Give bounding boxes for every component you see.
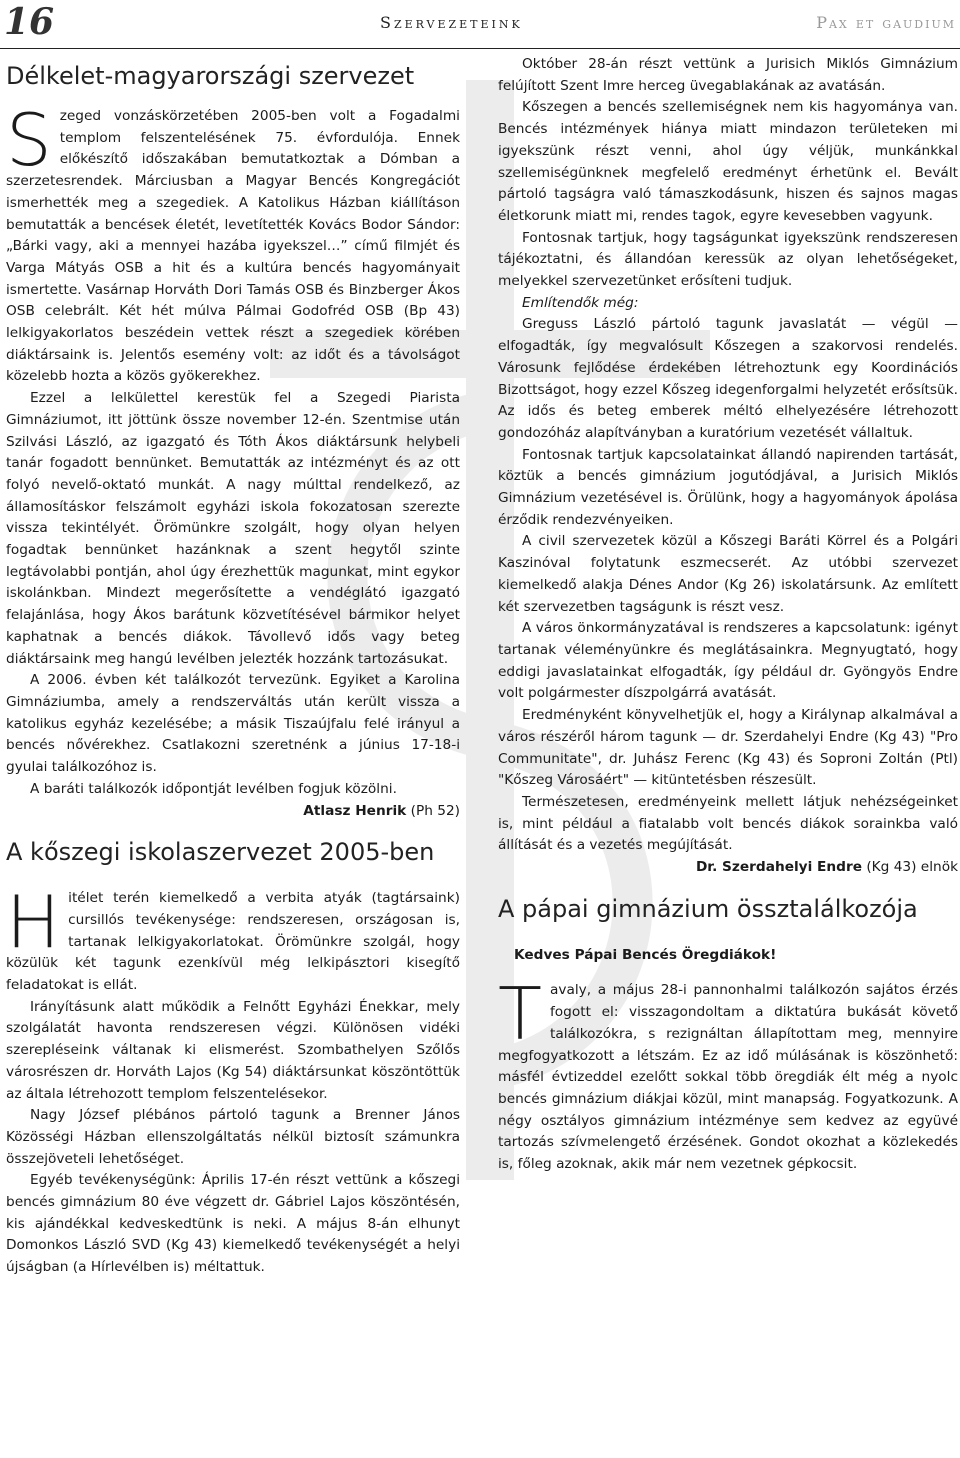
paragraph: Említendők még: bbox=[522, 294, 639, 311]
paragraph: Fontosnak tartjuk, hogy tagságunkat igyekszünk rendszeresen tájékoztatni, és állandóan keressük az olyan lehetőségeket, melyekkel szervezetünket erősíteni tudjuk. bbox=[498, 229, 958, 290]
article-title-koszeg: A kőszegi iskolaszervezet 2005-ben bbox=[6, 838, 435, 867]
article-title-papa: A pápai gimnázium össztalálkozója bbox=[498, 894, 918, 923]
paragraph: A civil szervezetek közül a Kőszegi Baráti Körrel és a Polgári Kaszinóval folytatunk eszmecserét. Az utóbbi szervezet kiemelkedő alakja Dénes Andor (Kg 26) iskolatársunk. Az említett két szervezetben tagságunk is részt vesz. bbox=[498, 533, 958, 615]
paragraph: Egyéb tevékenységünk: Április 17-én részt vettünk a kőszegi bencés gimnázium 80 éve végzett dr. Gábriel Lajos köszöntésén, kis ajándékkal kedveskedtünk is neki. A május 8-án elhunyt Domonkos László SVD (Kg 43) kiemelkedő tevékenységét a helyi újságban (a Hírlevélben is) méltattuk. bbox=[6, 1172, 460, 1276]
author-name: Atlasz Henrik bbox=[303, 802, 407, 819]
author-name: Dr. Szerdahelyi Endre bbox=[695, 859, 862, 876]
paragraph: Greguss László pártoló tagunk javaslatát — végül — elfogadták, így megvalósult Kőszegen a szakorvosi rendelés. Városunk fejlődése érdekében létrehoztunk egy Koordinációs Bizottságot, hogy ezzel Kőszeg idegenforgalmi helyzetét erősítsük. Az idős és beteg emberek méltó elhelyezésére létrehozott gondozóház alapítványban a kuratórium vezetését vállaltuk. bbox=[498, 316, 958, 441]
paragraph: Tavaly, a május 28-i pannonhalmi találkozón sajátos érzés fogott el: visszagondoltam a diktatúra bukását követő találkozókra, s rezignáltan állapítottam meg, mennyire megfogyatkozott a létszám. Ez az idő múlásának is köszönhető: másfél évtizeddel ezelőtt sokkal több öregdiák élt még a nyolc bencés gimnázium diákjai közül, mint manapság. Fogyatkozunk. A négy osztályos gimnázium intézménye sem kedvez az együvé tartozás szívmelengető érzésének. Gondot okozhat a közlekedés is, főleg azoknak, akik már nem vezetnek gépkocsit. bbox=[498, 972, 958, 1173]
left-column bbox=[6, 54, 460, 1279]
paragraph: Szeged vonzáskörzetében 2005-ben volt a Fogadalmi templom felszentelésének 75. évfordulója. Ennek előkészítő időszakában bemutatkoztak a Dómban a szerzetesrendek. Márciusban a Magyar Bencés Kongregációt ismerhették meg a szegediek. A Katolikus Házban kiállításon bemutatták a bencések életét, levetítették Kovács Bodor Sándor: „Bárki vagy, aki a mennyei hazába igyekszel…” című filmjét és Varga Mátyás OSB a hit és a kultúra bencés hagyományait ismertette. Vasárnap Horváth Dori Tamás OSB és Binzberger Ákos OSB celebrált. Két hét múlva Pálmai Godofréd OSB (Bp 43) lelkigyakorlatos beszédein vettek részt a szegediek körében diáktársaink is. Jelentős esemény volt: az időt és a távolságot közelebb hozta a közös gyökerekhez. bbox=[6, 98, 460, 385]
author-suffix: (Kg 43) elnök bbox=[861, 859, 958, 876]
paragraph: Természetesen, eredményeink mellett látjuk nehézségeinket is, mint például a fiatalabb volt bencés diákok sorainkba való állítását és a vezetés megújítását. bbox=[498, 793, 958, 854]
author-suffix: (Ph 52) bbox=[406, 802, 460, 819]
section-title: Szervezeteink bbox=[380, 13, 523, 32]
paragraph: Fontosnak tartjuk kapcsolatainkat állandó napirenden tartását, köztük a bencés gimnázium jogutódjával, a Jurisich Miklós Gimnázium vezetésével is. Örülünk, hogy a hagyományok ápolása érződik rendezvényeiken. bbox=[498, 446, 958, 528]
magazine-title: Pax et gaudium bbox=[816, 13, 956, 32]
page-number: 16 bbox=[4, 1, 55, 43]
paragraph: A város önkormányzatával is rendszeres a kapcsolatunk: igényt tartanak véleményünkre és meglátásainkra. Megnyugtató, hogy eddigi javaslatainkat elfogadták, így például dr. Gyöngyös Endre volt polgármester díszpolgárrá avatását. bbox=[498, 620, 958, 702]
author-signature bbox=[498, 857, 958, 879]
greeting: Kedves Pápai Bencés Öregdiákok! bbox=[514, 946, 777, 963]
article-title-szeged: Délkelet-magyarországi szervezet bbox=[6, 62, 415, 90]
paragraph: A baráti találkozók időpontját levélben fogjuk közölni. bbox=[30, 780, 397, 797]
paragraph: Hitélet terén kiemelkedő a verbita atyák (tagtársaink) cursillós tevékenysége: rendszeresen, országosan is, tartanak lelkigyakorlatokat. Örömünkre szolgál, hogy közülük két tagunk ezenkívül még lelkipásztori kisegítő feladatokat is ellát. bbox=[6, 880, 460, 994]
paragraph: Nagy József plébános pártoló tagunk a Brenner János Közösségi Házban ellenszolgáltatás nélkül biztosít számunkra összejöveteli lehetőséget. bbox=[6, 1107, 460, 1167]
page-header bbox=[0, 0, 960, 49]
paragraph: Kőszegen a bencés szellemiségnek nem kis hagyománya van. Bencés intézmények hiánya miatt mindazon területeken mi igyekszünk részt venni, ahol úgy véljük, munkánkkal szellemiségünknek megfelelő eredményt érhetünk el. Bevált pártoló tagságra való támaszkodásunk, hiszen és sajnos magas életkorunk miatt mi, rendes tagok, egyre kevesebben vagyunk. bbox=[498, 99, 958, 224]
paragraph: Október 28-án részt vettünk a Jurisich Miklós Gimnázium felújított Szent Imre herceg üvegablakának az avatásán. bbox=[498, 56, 958, 94]
paragraph: A 2006. évben két találkozót tervezünk. Egyiket a Karolina Gimnáziumba, amely a rendszerváltás után került vissza a katolikus egyház kezelésébe; a másik Tiszaújfalu felé irányul a bencés nővérekhez. Csatlakozni szeretnénk a június 17-18-i gyulai találkozóhoz is. bbox=[6, 672, 460, 776]
paragraph: Irányításunk alatt működik a Felnőtt Egyházi Énekkar, mely szolgálatát havonta rendszeresen végzi. Különösen vidéki szerepléseink váltanak ki elismerést. Szombathelyen Szőlős városrészen dr. Horváth Lajos (Kg 54) diáktársunkat köszöntöttük az általa létrehozott templom felszentelésekor. bbox=[6, 998, 460, 1102]
author-signature bbox=[6, 801, 460, 823]
paragraph: Eredményként könyvelhetjük el, hogy a Királynap alkalmával a város részéről három tagunk — dr. Szerdahelyi Endre (Kg 43) "Pro Communitate", dr. Juhász Ferenc (Kg 43) és Soproni Zoltán (Ptl) "Kőszeg Városáért" — kitüntetésben részesült. bbox=[498, 707, 958, 789]
right-column bbox=[498, 54, 958, 1176]
paragraph: Ezzel a lelkülettel kerestük fel a Szegedi Piarista Gimnáziumot, itt jöttünk össze november 12-én. Szentmise után Szilvási László, az igazgató és Tóth Ákos diáktársunk helybeli tanár fogadott bennünket. Bemutatták az intézményt és az ott folyó nevelő-oktató munkát. A nagy múlttal rendelkező, az államosításkor felszámolt egyházi iskola fokozatosan szerezte vissza tekintélyét. Örömünkre szolgált, hogy olyan helyen fogadtak bennünket hazánknak a szent hegytől szinte legtávolabbi pontján, ahol úgy érezhettük magunkat, mint egykor iskolánkban. Mindezt megerősítette a vendéglátó igazgató felajánlása, hogy Ákos barátunk közvetítésével bármikor helyet kaphatnak a bencés diákok. Távollevő idős vagy beteg diáktársaink meg hangú levélben jelezték hozzánk tartozásukat. bbox=[6, 390, 460, 667]
